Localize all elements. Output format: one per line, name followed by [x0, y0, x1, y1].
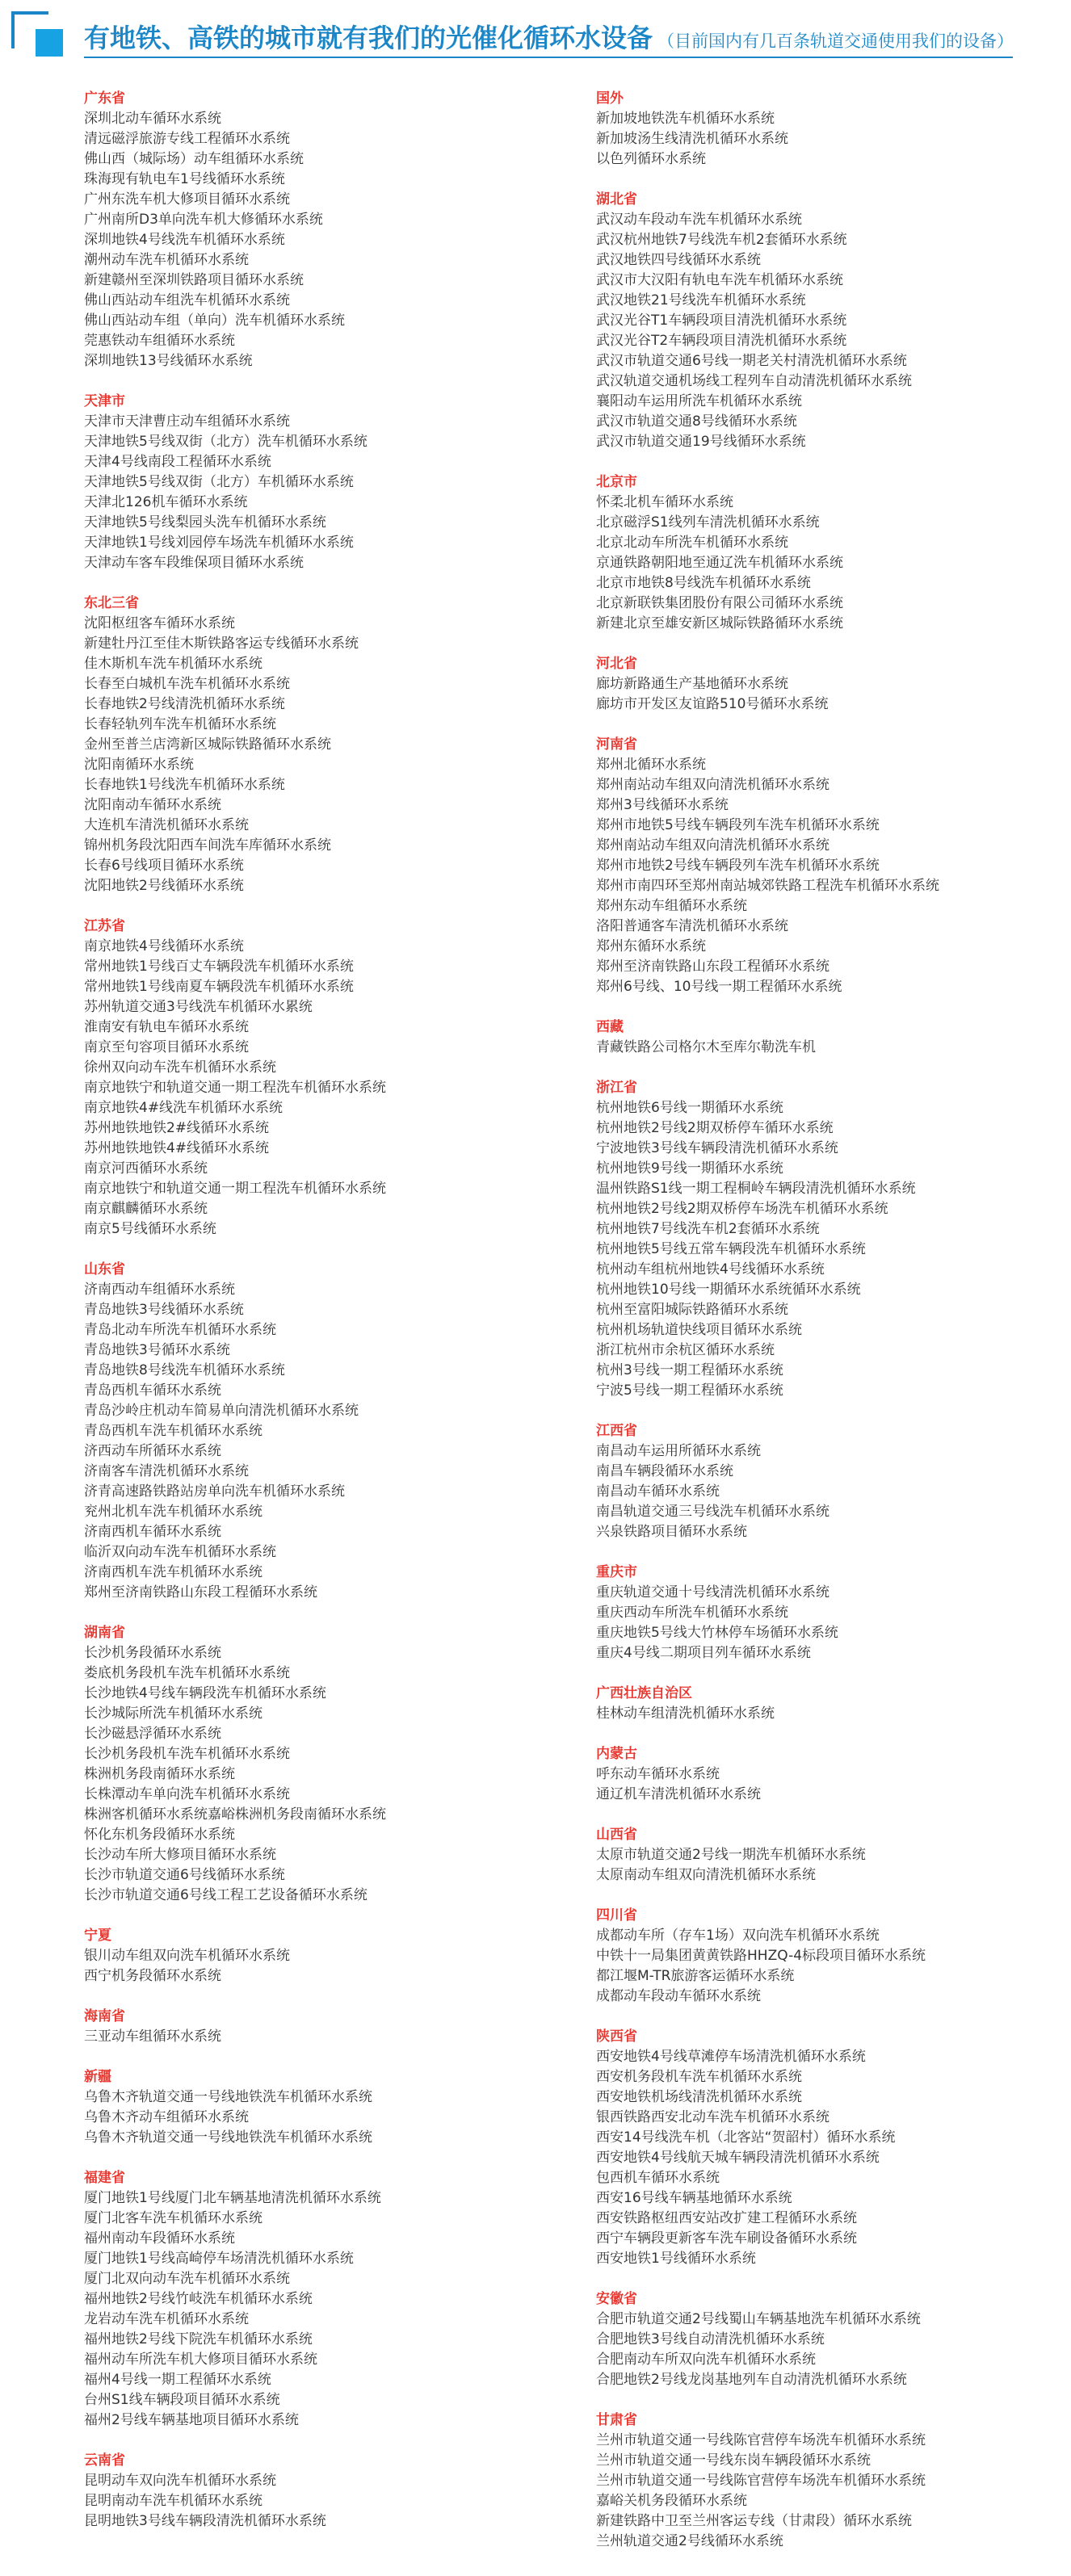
- project-item: 都江堰M-TR旅游客运循环水系统: [596, 1968, 795, 1984]
- project-item: 成都动车所（存车1场）双向洗车机循环水系统: [596, 1928, 880, 1944]
- project-item: 株洲机务段南循环水系统: [84, 1766, 235, 1782]
- region-section: [84, 594, 585, 896]
- project-item: 武汉光谷T1车辆段项目清洗机循环水系统: [596, 313, 847, 329]
- project-item: 武汉市大汉阳有轨电车洗车机循环水系统: [596, 272, 843, 288]
- project-item: 郑州至济南铁路山东段工程循环水系统: [596, 959, 830, 975]
- project-item: 长沙市轨道交通6号线循环水系统: [84, 1867, 285, 1883]
- region-section: [596, 1017, 1071, 1058]
- project-item: 兰州市轨道交通一号线东岗车辆段循环水系统: [596, 2452, 871, 2469]
- region-heading: 宁夏: [84, 1928, 111, 1944]
- project-item: 天津地铁5号线双街（北方）洗车机循环水系统: [84, 434, 368, 450]
- project-item: 西安地铁1号线循环水系统: [596, 2251, 756, 2267]
- project-item: 佛山西站动车组洗车机循环水系统: [84, 292, 290, 308]
- region-section: [596, 190, 1071, 452]
- project-item: 武汉动车段动车洗车机循环水系统: [596, 212, 802, 228]
- project-item: 南京地铁4号线循环水系统: [84, 938, 244, 954]
- project-item: 南昌动车运用所循环水系统: [596, 1443, 761, 1459]
- project-item: 青岛西机车洗车机循环水系统: [84, 1423, 262, 1439]
- project-item: 西安16号线车辆基地循环水系统: [596, 2190, 792, 2206]
- region-section: [596, 1744, 1071, 1805]
- project-item: 厦门北客车洗车机循环水系统: [84, 2210, 262, 2226]
- project-item: 太原南动车组双向清洗机循环水系统: [596, 1867, 816, 1883]
- project-item: 武汉市轨道交通6号线一期老关村清洗机循环水系统: [596, 353, 907, 369]
- region-heading: 广西壮族自治区: [596, 1685, 692, 1701]
- region-heading: 河北省: [596, 656, 637, 672]
- region-section: [596, 2289, 1071, 2390]
- project-item: 淮南安有轨电车循环水系统: [84, 1019, 249, 1035]
- project-item: 乌鲁木齐轨道交通一号线地铁洗车机循环水系统: [84, 2129, 372, 2146]
- region-heading: 湖南省: [84, 1625, 125, 1641]
- header-divider: [84, 57, 1013, 58]
- region-heading: 新疆: [84, 2069, 111, 2085]
- project-item: 乌鲁木齐动车组循环水系统: [84, 2109, 249, 2125]
- project-item: 天津地铁5号线双街（北方）车机循环水系统: [84, 474, 354, 490]
- project-item: 苏州地铁地铁2#线循环水系统: [84, 1120, 270, 1136]
- project-item: 武汉光谷T2车辆段项目清洗机循环水系统: [596, 333, 847, 349]
- project-item: 重庆西动车所洗车机循环水系统: [596, 1605, 788, 1621]
- project-item: 南京至句容项目循环水系统: [84, 1039, 249, 1055]
- region-section: [84, 2067, 585, 2148]
- project-item: 包西机车循环水系统: [596, 2170, 720, 2186]
- project-item: 呼东动车循环水系统: [596, 1766, 720, 1782]
- project-item: 青岛地铁3号线循环水系统: [84, 1302, 244, 1318]
- project-item: 郑州市地铁2号线车辆段列车洗车机循环水系统: [596, 858, 880, 874]
- region-heading: 安徽省: [596, 2291, 637, 2307]
- region-heading: 江西省: [596, 1423, 637, 1439]
- project-item: 西安地铁4号线航天城车辆段清洗机循环水系统: [596, 2150, 880, 2166]
- project-item: 南京河西循环水系统: [84, 1160, 208, 1177]
- project-item: 杭州至富阳城际铁路循环水系统: [596, 1302, 788, 1318]
- region-section: [596, 1825, 1071, 1886]
- region-section: [596, 2410, 1071, 2552]
- project-item: 洛阳普通客车清洗机循环水系统: [596, 918, 788, 934]
- project-item: 南京地铁宁和轨道交通一期工程洗车机循环水系统: [84, 1181, 386, 1197]
- project-item: 福州2号线车辆基地项目循环水系统: [84, 2412, 299, 2428]
- project-item: 重庆轨道交通十号线清洗机循环水系统: [596, 1584, 830, 1601]
- project-item: 杭州地铁10号线一期循环水系统循环水系统: [596, 1282, 861, 1298]
- project-item: 深圳北动车循环水系统: [84, 111, 221, 127]
- project-item: 廊坊新路通生产基地循环水系统: [596, 676, 788, 692]
- project-item: 武汉地铁21号线洗车机循环水系统: [596, 292, 806, 308]
- project-item: 青岛沙岭庄机动车简易单向清洗机循环水系统: [84, 1403, 359, 1419]
- logo-square-icon: [36, 29, 63, 57]
- project-item: 南京地铁宁和轨道交通一期工程洗车机循环水系统: [84, 1080, 386, 1096]
- project-item: 兴泉铁路项目循环水系统: [596, 1524, 747, 1540]
- project-item: 郑州市地铁5号线车辆段列车洗车机循环水系统: [596, 817, 880, 833]
- region-heading: 河南省: [596, 736, 637, 753]
- project-item: 北京北动车所洗车机循环水系统: [596, 535, 788, 551]
- project-item: 南昌轨道交通三号线洗车机循环水系统: [596, 1504, 830, 1520]
- project-item: 廊坊市开发区友谊路510号循环水系统: [596, 696, 829, 712]
- region-section: [84, 1623, 585, 1906]
- project-item: 郑州南站动车组双向清洗机循环水系统: [596, 777, 830, 793]
- project-item: 天津北126机车循环水系统: [84, 494, 248, 510]
- project-item: 南京5号线循环水系统: [84, 1221, 216, 1237]
- project-item: 福州地铁2号线下院洗车机循环水系统: [84, 2331, 313, 2347]
- project-item: 南昌车辆段循环水系统: [596, 1463, 733, 1479]
- project-item: 武汉市轨道交通8号线循环水系统: [596, 413, 797, 430]
- project-item: 常州地铁1号线南夏车辆段洗车机循环水系统: [84, 979, 354, 995]
- region-section: [596, 1421, 1071, 1542]
- region-heading: 四川省: [596, 1907, 637, 1924]
- project-item: 济南西机车循环水系统: [84, 1524, 221, 1540]
- project-item: 合肥市轨道交通2号线蜀山车辆基地洗车机循环水系统: [596, 2311, 921, 2327]
- project-item: 兰州市轨道交通一号线陈官营停车场洗车机循环水系统: [596, 2473, 926, 2489]
- project-item: 珠海现有轨电车1号线循环水系统: [84, 171, 285, 187]
- project-item: 青岛西机车循环水系统: [84, 1382, 221, 1399]
- project-item: 长沙机务段循环水系统: [84, 1645, 221, 1661]
- project-item: 郑州东动车组循环水系统: [596, 898, 747, 914]
- project-item: 武汉市轨道交通19号线循环水系统: [596, 434, 806, 450]
- region-heading: 甘肃省: [596, 2412, 637, 2428]
- region-heading: 浙江省: [596, 1080, 637, 1096]
- project-item: 济南西机车洗车机循环水系统: [84, 1564, 262, 1580]
- project-item: 佳木斯机车洗车机循环水系统: [84, 656, 262, 672]
- project-item: 天津市天津曹庄动车组循环水系统: [84, 413, 290, 430]
- project-item: 郑州至济南铁路山东段工程循环水系统: [84, 1584, 317, 1601]
- project-item: 西宁车辆段更新客车洗车刷设备循环水系统: [596, 2230, 857, 2247]
- project-item: 郑州东循环水系统: [596, 938, 706, 954]
- project-item: 郑州6号线、10号线一期工程循环水系统: [596, 979, 842, 995]
- project-item: 青岛北动车所洗车机循环水系统: [84, 1322, 276, 1338]
- project-item: 郑州3号线循环水系统: [596, 797, 729, 813]
- project-item: 沈阳地铁2号线循环水系统: [84, 878, 244, 894]
- project-item: 锦州机务段沈阳西车间洗车库循环水系统: [84, 837, 331, 854]
- project-item: 长株潭动车单向洗车机循环水系统: [84, 1786, 290, 1802]
- project-item: 沈阳南循环水系统: [84, 757, 194, 773]
- region-section: [596, 654, 1071, 715]
- project-item: 青岛地铁8号线洗车机循环水系统: [84, 1362, 285, 1378]
- project-item: 西安机务段机车洗车机循环水系统: [596, 2069, 802, 2085]
- project-item: 长春地铁2号线清洗机循环水系统: [84, 696, 285, 712]
- project-item: 杭州地铁7号线洗车机2套循环水系统: [596, 1221, 820, 1237]
- project-item: 长沙动车所大修项目循环水系统: [84, 1847, 276, 1863]
- project-item: 临沂双向动车洗车机循环水系统: [84, 1544, 276, 1560]
- region-heading: 山东省: [84, 1261, 125, 1278]
- project-item: 天津4号线南段工程循环水系统: [84, 454, 271, 470]
- project-item: 怀化东机务段循环水系统: [84, 1827, 235, 1843]
- project-item: 杭州地铁9号线一期循环水系统: [596, 1160, 783, 1177]
- project-item: 北京市地铁8号线洗车机循环水系统: [596, 575, 811, 591]
- project-item: 昆明南动车洗车机循环水系统: [84, 2493, 262, 2509]
- region-section: [596, 2027, 1071, 2269]
- project-item: 金州至普兰店湾新区城际铁路循环水系统: [84, 736, 331, 753]
- left-column: [84, 89, 585, 2552]
- project-item: 徐州双向动车洗车机循环水系统: [84, 1059, 276, 1076]
- project-item: 天津地铁5号线梨园头洗车机循环水系统: [84, 514, 326, 531]
- region-section: [84, 1926, 585, 1987]
- project-item: 郑州市南四环至郑州南站城郊铁路工程洗车机循环水系统: [596, 878, 939, 894]
- region-section: [596, 735, 1071, 997]
- project-item: 长沙磁悬浮循环水系统: [84, 1726, 221, 1742]
- project-item: 杭州动车组杭州地铁4号线循环水系统: [596, 1261, 825, 1278]
- region-heading: 广东省: [84, 90, 125, 107]
- project-item: 重庆地铁5号线大竹林停车场循环水系统: [596, 1625, 838, 1641]
- project-item: 广州东洗车机大修项目循环水系统: [84, 191, 290, 208]
- project-item: 杭州地铁2号线2期双桥停车场洗车机循环水系统: [596, 1201, 888, 1217]
- region-heading: 东北三省: [84, 595, 139, 611]
- project-item: 沈阳枢纽客车循环水系统: [84, 615, 235, 631]
- project-item: 杭州地铁5号线五常车辆段洗车机循环水系统: [596, 1241, 866, 1257]
- project-item: 武汉杭州地铁7号线洗车机2套循环水系统: [596, 232, 847, 248]
- region-section: [84, 89, 585, 371]
- project-item: 合肥地铁3号线自动清洗机循环水系统: [596, 2331, 825, 2347]
- project-item: 株洲客机循环水系统嘉峪株洲机务段南循环水系统: [84, 1806, 386, 1823]
- project-item: 合肥地铁2号线龙岗基地列车自动清洗机循环水系统: [596, 2372, 907, 2388]
- project-item: 清远磁浮旅游专线工程循环水系统: [84, 131, 290, 147]
- project-item: 桂林动车组清洗机循环水系统: [596, 1705, 775, 1722]
- project-item: 太原市轨道交通2号线一期洗车机循环水系统: [596, 1847, 866, 1863]
- project-item: 中铁十一局集团黄黄铁路HHZQ-4标段项目循环水系统: [596, 1948, 926, 1964]
- region-heading: 内蒙古: [596, 1746, 637, 1762]
- project-item: 苏州轨道交通3号线洗车机循环水累统: [84, 999, 313, 1015]
- region-heading: 国外: [596, 90, 624, 107]
- project-item: 兖州北机车洗车机循环水系统: [84, 1504, 262, 1520]
- project-item: 西安地铁4号线草滩停车场清洗机循环水系统: [596, 2049, 866, 2065]
- region-section: [84, 917, 585, 1240]
- project-item: 郑州南站动车组双向清洗机循环水系统: [596, 837, 830, 854]
- project-item: 沈阳南动车循环水系统: [84, 797, 221, 813]
- project-item: 厦门地铁1号线高崎停车场清洗机循环水系统: [84, 2251, 354, 2267]
- project-item: 青藏铁路公司格尔木至库尔勒洗车机: [596, 1039, 816, 1055]
- project-item: 合肥南动车所双向洗车机循环水系统: [596, 2352, 816, 2368]
- project-item: 西宁机务段循环水系统: [84, 1968, 221, 1984]
- region-section: [596, 89, 1071, 170]
- project-item: 深圳地铁4号线洗车机循环水系统: [84, 232, 285, 248]
- project-item: 新加坡汤生线清洗机循环水系统: [596, 131, 788, 147]
- project-item: 长沙地铁4号线车辆段洗车机循环水系统: [84, 1685, 326, 1701]
- project-item: 武汉轨道交通机场线工程列车自动清洗机循环水系统: [596, 373, 912, 389]
- project-item: 娄底机务段机车洗车机循环水系统: [84, 1665, 290, 1681]
- project-item: 以色列循环水系统: [596, 151, 706, 167]
- project-item: 嘉峪关机务段循环水系统: [596, 2493, 747, 2509]
- project-item: 宁波5号线一期工程循环水系统: [596, 1382, 783, 1399]
- project-item: 杭州地铁2号线2期双桥停车循环水系统: [596, 1120, 834, 1136]
- project-item: 新建赣州至深圳铁路项目循环水系统: [84, 272, 304, 288]
- page-title-text: 有地铁、高铁的城市就有我们的光催化循环水设备: [84, 23, 653, 53]
- project-item: 莞惠铁动车组循环水系统: [84, 333, 235, 349]
- project-item: 长春至白城机车洗车机循环水系统: [84, 676, 290, 692]
- project-item: 襄阳动车运用所洗车机循环水系统: [596, 393, 802, 409]
- project-item: 西安地铁机场线清洗机循环水系统: [596, 2089, 802, 2105]
- region-section: [596, 1684, 1071, 1724]
- project-item: 杭州地铁6号线一期循环水系统: [596, 1100, 783, 1116]
- project-item: 福州动车所洗车机大修项目循环水系统: [84, 2352, 317, 2368]
- project-item: 厦门北双向动车洗车机循环水系统: [84, 2271, 290, 2287]
- region-heading: 西藏: [596, 1019, 624, 1035]
- page-header: [0, 0, 1071, 63]
- project-item: 昆明动车双向洗车机循环水系统: [84, 2473, 276, 2489]
- project-item: 北京磁浮S1线列车清洗机循环水系统: [596, 514, 820, 531]
- project-item: 杭州机场轨道快线项目循环水系统: [596, 1322, 802, 1338]
- project-item: 济西动车所循环水系统: [84, 1443, 221, 1459]
- project-item: 重庆4号线二期项目列车循环水系统: [596, 1645, 811, 1661]
- project-item: 福州地铁2号线竹岐洗车机循环水系统: [84, 2291, 313, 2307]
- region-heading: 陕西省: [596, 2028, 637, 2045]
- right-column: [596, 89, 1071, 2572]
- project-item: 济南西动车组循环水系统: [84, 1282, 235, 1298]
- page-title: [84, 18, 1014, 55]
- project-item: 福州4号线一期工程循环水系统: [84, 2372, 271, 2388]
- region-section: [596, 472, 1071, 634]
- project-item: 潮州动车洗车机循环水系统: [84, 252, 249, 268]
- project-item: 三亚动车组循环水系统: [84, 2028, 221, 2045]
- project-item: 新建北京至雄安新区城际铁路循环水系统: [596, 615, 843, 631]
- region-heading: 云南省: [84, 2452, 125, 2469]
- project-item: 银西铁路西安北动车洗车机循环水系统: [596, 2109, 830, 2125]
- project-item: 长沙城际所洗车机循环水系统: [84, 1705, 262, 1722]
- region-heading: 江苏省: [84, 918, 125, 934]
- project-item: 兰州市轨道交通一号线陈官营停车场洗车机循环水系统: [596, 2432, 926, 2448]
- project-item: 长沙市轨道交通6号线工程工艺设备循环水系统: [84, 1887, 368, 1903]
- project-item: 北京新联铁集团股份有限公司循环水系统: [596, 595, 843, 611]
- project-item: 西安14号线洗车机（北客站“贺韶村）循环水系统: [596, 2129, 896, 2146]
- region-heading: 湖北省: [596, 191, 637, 208]
- project-item: 温州铁路S1线一期工程桐岭车辆段清洗机循环水系统: [596, 1181, 916, 1197]
- region-heading: 重庆市: [596, 1564, 637, 1580]
- project-item: 南京麒麟循环水系统: [84, 1201, 208, 1217]
- project-item: 青岛地铁3号循环水系统: [84, 1342, 230, 1358]
- project-item: 怀柔北机车循环水系统: [596, 494, 733, 510]
- project-item: 苏州地铁地铁4#线循环水系统: [84, 1140, 270, 1156]
- project-item: 南昌动车循环水系统: [596, 1483, 720, 1500]
- project-item: 杭州3号线一期工程循环水系统: [596, 1362, 783, 1378]
- project-item: 深圳地铁13号线循环水系统: [84, 353, 253, 369]
- project-item: 新加坡地铁洗车机循环水系统: [596, 111, 775, 127]
- project-item: 济青高速路铁路站房单向洗车机循环水系统: [84, 1483, 345, 1500]
- project-item: 乌鲁木齐轨道交通一号线地铁洗车机循环水系统: [84, 2089, 372, 2105]
- region-heading: 天津市: [84, 393, 125, 409]
- project-item: 天津地铁1号线刘园停车场洗车机循环水系统: [84, 535, 354, 551]
- project-item: 西安铁路枢纽西安站改扩建工程循环水系统: [596, 2210, 857, 2226]
- project-item: 浙江杭州市余杭区循环水系统: [596, 1342, 775, 1358]
- project-item: 常州地铁1号线百丈车辆段洗车机循环水系统: [84, 959, 354, 975]
- project-item: 天津动车客车段维保项目循环水系统: [84, 555, 304, 571]
- project-item: 银川动车组双向洗车机循环水系统: [84, 1948, 290, 1964]
- project-item: 昆明地铁3号线车辆段清洗机循环水系统: [84, 2513, 326, 2529]
- project-item: 成都动车段动车循环水系统: [596, 1988, 761, 2004]
- project-item: 南京地铁4#线洗车机循环水系统: [84, 1100, 284, 1116]
- project-item: 大连机车清洗机循环水系统: [84, 817, 249, 833]
- project-item: 台州S1线车辆段项目循环水系统: [84, 2392, 280, 2408]
- project-item: 宁波地铁3号线车辆段清洗机循环水系统: [596, 1140, 838, 1156]
- region-section: [84, 2451, 585, 2532]
- project-item: 厦门地铁1号线厦门北车辆基地清洗机循环水系统: [84, 2190, 381, 2206]
- region-section: [596, 1078, 1071, 1401]
- region-heading: 山西省: [596, 1827, 637, 1843]
- region-section: [84, 1260, 585, 1603]
- region-heading: 海南省: [84, 2008, 125, 2024]
- page-subtitle: （目前国内有几百条轨道交通使用我们的设备）: [657, 31, 1014, 51]
- project-item: 龙岩动车洗车机循环水系统: [84, 2311, 249, 2327]
- project-item: 广州南所D3单向洗车机大修循环水系统: [84, 212, 323, 228]
- project-item: 长沙机务段机车洗车机循环水系统: [84, 1746, 290, 1762]
- project-item: 新建铁路中卫至兰州客运专线（甘肃段）循环水系统: [596, 2513, 912, 2529]
- project-item: 长春轻轨列车洗车机循环水系统: [84, 716, 276, 732]
- region-section: [596, 1906, 1071, 2007]
- project-item: 新建牡丹江至佳木斯铁路客运专线循环水系统: [84, 636, 359, 652]
- region-section: [596, 1563, 1071, 1663]
- project-item: 佛山西站动车组（单向）洗车机循环水系统: [84, 313, 345, 329]
- project-item: 佛山西（城际场）动车组循环水系统: [84, 151, 304, 167]
- project-item: 福州南动车段循环水系统: [84, 2230, 235, 2247]
- project-item: 长春地铁1号线洗车机循环水系统: [84, 777, 285, 793]
- region-heading: 福建省: [84, 2170, 125, 2186]
- project-item: 兰州轨道交通2号线循环水系统: [596, 2533, 783, 2549]
- project-item: 长春6号线项目循环水系统: [84, 858, 244, 874]
- region-section: [84, 2007, 585, 2047]
- project-item: 京通铁路朝阳地至通辽洗车机循环水系统: [596, 555, 843, 571]
- project-item: 济南客车清洗机循环水系统: [84, 1463, 249, 1479]
- project-item: 郑州北循环水系统: [596, 757, 706, 773]
- project-item: 武汉地铁四号线循环水系统: [596, 252, 761, 268]
- region-section: [84, 2168, 585, 2431]
- project-item: 通辽机车清洗机循环水系统: [596, 1786, 761, 1802]
- region-section: [84, 392, 585, 573]
- region-heading: 北京市: [596, 474, 637, 490]
